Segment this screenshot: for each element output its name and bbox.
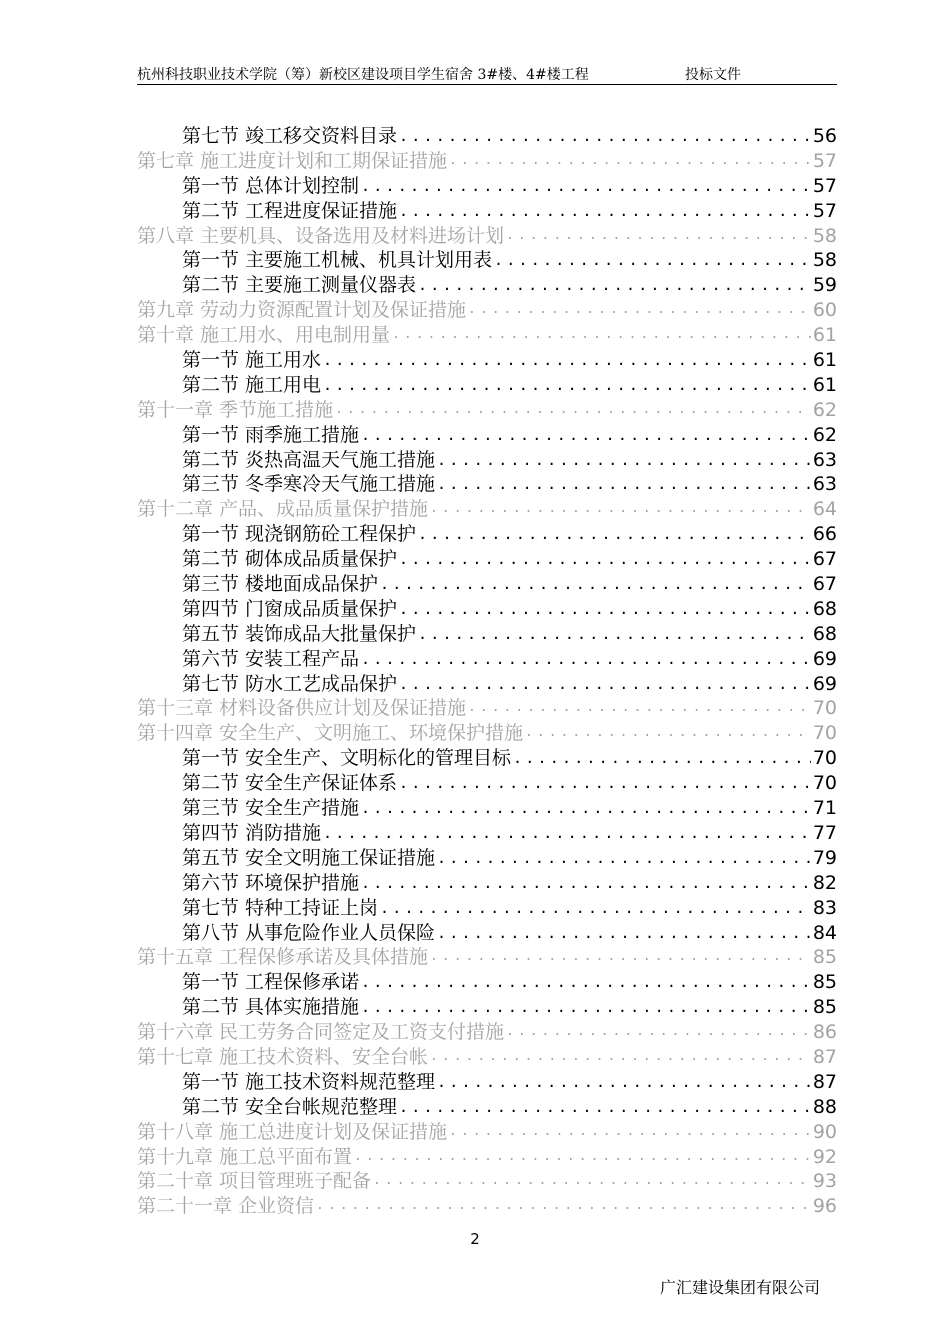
toc-entry-title: 第一节 施工用水 — [182, 349, 322, 372]
toc-dot-leader — [399, 597, 811, 622]
toc-section-entry[interactable] — [137, 199, 837, 224]
toc-entry-title: 第六节 环境保护措施 — [182, 871, 360, 894]
toc-section-entry[interactable] — [137, 448, 837, 473]
toc-entry-title: 第二节 施工用电 — [182, 373, 322, 396]
toc-chapter-entry[interactable] — [137, 398, 837, 423]
toc-dot-leader — [361, 423, 811, 448]
toc-entry-page: 59 — [812, 274, 837, 297]
toc-entry-page: 62 — [812, 398, 837, 421]
toc-entry-page: 82 — [812, 871, 837, 894]
toc-entry-title: 第二十一章 企业资信 — [137, 1195, 315, 1218]
toc-entry-page: 70 — [812, 697, 837, 720]
toc-dot-leader — [430, 945, 811, 970]
toc-entry-title: 第十一章 季节施工措施 — [137, 398, 334, 421]
toc-dot-leader — [361, 871, 811, 896]
toc-entry-title: 第九章 劳动力资源配置计划及保证措施 — [137, 299, 467, 322]
toc-chapter-entry[interactable] — [137, 696, 837, 721]
toc-entry-title: 第二节 安全生产保证体系 — [182, 772, 398, 795]
toc-chapter-entry[interactable] — [137, 1169, 837, 1194]
toc-entry-page: 63 — [812, 448, 837, 471]
toc-dot-leader — [449, 1120, 811, 1145]
toc-chapter-entry[interactable] — [137, 1045, 837, 1070]
toc-entry-title: 第十八章 施工总进度计划及保证措施 — [137, 1120, 448, 1143]
toc-dot-leader — [513, 746, 811, 771]
toc-entry-page: 61 — [812, 324, 837, 347]
toc-section-entry[interactable] — [137, 970, 837, 995]
toc-entry-page: 96 — [812, 1195, 837, 1218]
toc-entry-title: 第七节 特种工持证上岗 — [182, 896, 379, 919]
toc-entry-title: 第四节 门窗成品质量保护 — [182, 597, 398, 620]
toc-entry-page: 69 — [812, 647, 837, 670]
toc-entry-page: 87 — [812, 1045, 837, 1068]
toc-entry-page: 69 — [812, 672, 837, 695]
toc-entry-title: 第十章 施工用水、用电制用量 — [137, 324, 391, 347]
toc-section-entry[interactable] — [137, 124, 837, 149]
toc-dot-leader — [468, 696, 811, 721]
toc-dot-leader — [335, 398, 811, 423]
toc-dot-leader — [494, 248, 811, 273]
toc-dot-leader — [361, 995, 811, 1020]
toc-chapter-entry[interactable] — [137, 224, 837, 249]
toc-entry-title: 第一节 总体计划控制 — [182, 174, 360, 197]
toc-entry-page: 90 — [812, 1120, 837, 1143]
toc-section-entry[interactable] — [137, 622, 837, 647]
toc-entry-title: 第五节 装饰成品大批量保护 — [182, 622, 417, 645]
toc-entry-page: 63 — [812, 473, 837, 496]
toc-entry-page: 60 — [812, 299, 837, 322]
toc-entry-page: 71 — [812, 797, 837, 820]
toc-section-entry[interactable] — [137, 572, 837, 597]
toc-entry-title: 第一节 雨季施工措施 — [182, 423, 360, 446]
toc-entry-title: 第二节 炎热高温天气施工措施 — [182, 448, 436, 471]
toc-entry-title: 第二十章 项目管理班子配备 — [137, 1170, 372, 1193]
toc-dot-leader — [399, 124, 811, 149]
toc-dot-leader — [418, 622, 811, 647]
toc-dot-leader — [373, 1169, 811, 1194]
toc-entry-page: 57 — [812, 174, 837, 197]
toc-entry-title: 第一节 工程保修承诺 — [182, 971, 360, 994]
toc-entry-title: 第四节 消防措施 — [182, 821, 322, 844]
toc-entry-page: 85 — [812, 946, 837, 969]
toc-entry-page: 61 — [812, 349, 837, 372]
toc-entry-page: 68 — [812, 622, 837, 645]
toc-entry-page: 77 — [812, 821, 837, 844]
toc-chapter-entry[interactable] — [137, 323, 837, 348]
toc-entry-title: 第十五章 工程保修承诺及具体措施 — [137, 946, 429, 969]
toc-chapter-entry[interactable] — [137, 298, 837, 323]
toc-dot-leader — [361, 174, 811, 199]
toc-section-entry[interactable] — [137, 597, 837, 622]
toc-entry-page: 57 — [812, 199, 837, 222]
toc-entry-title: 第十四章 安全生产、文明施工、环境保护措施 — [137, 722, 524, 745]
toc-entry-page: 85 — [812, 996, 837, 1019]
toc-dot-leader — [437, 1070, 811, 1095]
toc-dot-leader — [361, 647, 811, 672]
toc-entry-page: 68 — [812, 597, 837, 620]
footer-company: 广汇建设集团有限公司 — [660, 1278, 821, 1297]
toc-entry-title: 第六节 安装工程产品 — [182, 647, 360, 670]
toc-entry-page: 93 — [812, 1170, 837, 1193]
toc-entry-title: 第一节 现浇钢筋砼工程保护 — [182, 523, 417, 546]
toc-entry-page: 70 — [812, 722, 837, 745]
toc-entry-page: 57 — [812, 149, 837, 172]
toc-dot-leader — [361, 796, 811, 821]
toc-dot-leader — [380, 572, 811, 597]
toc-entry-title: 第七节 竣工移交资料目录 — [182, 125, 398, 147]
toc-entry-page: 92 — [812, 1145, 837, 1168]
toc-dot-leader — [361, 970, 811, 995]
toc-section-entry[interactable] — [137, 647, 837, 672]
toc-dot-leader — [399, 1095, 811, 1120]
toc-section-entry[interactable] — [137, 771, 837, 796]
toc-dot-leader — [399, 547, 811, 572]
toc-section-entry[interactable] — [137, 248, 837, 273]
toc-entry-title: 第三节 冬季寒冷天气施工措施 — [182, 473, 436, 496]
toc-dot-leader — [399, 199, 811, 224]
toc-entry-page: 86 — [812, 1021, 837, 1044]
toc-dot-leader — [380, 896, 811, 921]
toc-entry-title: 第八节 从事危险作业人员保险 — [182, 921, 436, 944]
toc-section-entry[interactable] — [137, 423, 837, 448]
toc-section-entry[interactable] — [137, 348, 837, 373]
toc-entry-page: 56 — [812, 125, 837, 147]
toc-entry-title: 第二节 安全台帐规范整理 — [182, 1095, 398, 1118]
toc-entry-title: 第十七章 施工技术资料、安全台帐 — [137, 1045, 429, 1068]
toc-entry-title: 第七节 防水工艺成品保护 — [182, 672, 398, 695]
toc-section-entry[interactable] — [137, 472, 837, 497]
toc-section-entry[interactable] — [137, 796, 837, 821]
header-project-title: 杭州科技职业技术学院（筹）新校区建设项目学生宿舍 3#楼、4#楼工程 — [137, 67, 589, 83]
toc-entry-title: 第一节 施工技术资料规范整理 — [182, 1070, 436, 1093]
toc-dot-leader — [506, 224, 811, 249]
toc-entry-title: 第三节 安全生产措施 — [182, 797, 360, 820]
toc-entry-page: 58 — [812, 224, 837, 247]
toc-entry-title: 第七章 施工进度计划和工期保证措施 — [137, 149, 448, 172]
toc-entry-title: 第十六章 民工劳务合同签定及工资支付措施 — [137, 1021, 505, 1044]
toc-entry-page: 67 — [812, 548, 837, 571]
toc-entry-page: 83 — [812, 896, 837, 919]
toc-chapter-entry[interactable] — [137, 1120, 837, 1145]
toc-entry-title: 第十九章 施工总平面布置 — [137, 1145, 353, 1168]
toc-chapter-entry[interactable] — [137, 497, 837, 522]
page-header — [137, 62, 837, 85]
toc-chapter-entry[interactable] — [137, 149, 837, 174]
toc-entry-title: 第三节 楼地面成品保护 — [182, 573, 379, 596]
toc-dot-leader — [449, 149, 811, 174]
toc-section-entry[interactable] — [137, 746, 837, 771]
toc-dot-leader — [323, 348, 811, 373]
toc-entry-title: 第五节 安全文明施工保证措施 — [182, 846, 436, 869]
toc-section-entry[interactable] — [137, 547, 837, 572]
toc-entry-page: 67 — [812, 573, 837, 596]
toc-entry-page: 70 — [812, 747, 837, 770]
toc-dot-leader — [392, 323, 811, 348]
toc-entry-page: 70 — [812, 772, 837, 795]
toc-section-entry[interactable] — [137, 522, 837, 547]
toc-entry-page: 85 — [812, 971, 837, 994]
toc-section-entry[interactable] — [137, 921, 837, 946]
toc-chapter-entry[interactable] — [137, 945, 837, 970]
toc-section-entry[interactable] — [137, 672, 837, 697]
toc-section-entry[interactable] — [137, 871, 837, 896]
toc-dot-leader — [506, 1020, 811, 1045]
toc-entry-page: 61 — [812, 373, 837, 396]
toc-dot-leader — [437, 921, 811, 946]
toc-chapter-entry[interactable] — [137, 721, 837, 746]
toc-dot-leader — [323, 821, 811, 846]
toc-entry-title: 第二节 具体实施措施 — [182, 996, 360, 1019]
toc-section-entry[interactable] — [137, 174, 837, 199]
toc-entry-page: 62 — [812, 423, 837, 446]
header-doc-type: 投标文件 — [685, 67, 741, 83]
table-of-contents — [137, 124, 837, 1219]
toc-dot-leader — [430, 497, 811, 522]
toc-dot-leader — [399, 771, 811, 796]
toc-dot-leader — [418, 273, 811, 298]
toc-section-entry[interactable] — [137, 1070, 837, 1095]
toc-dot-leader — [437, 448, 811, 473]
toc-dot-leader — [437, 846, 811, 871]
toc-dot-leader — [316, 1194, 811, 1219]
toc-entry-title: 第十二章 产品、成品质量保护措施 — [137, 498, 429, 521]
toc-section-entry[interactable] — [137, 373, 837, 398]
toc-dot-leader — [468, 298, 811, 323]
toc-entry-page: 66 — [812, 523, 837, 546]
toc-entry-page: 84 — [812, 921, 837, 944]
toc-section-entry[interactable] — [137, 821, 837, 846]
toc-entry-title: 第十三章 材料设备供应计划及保证措施 — [137, 697, 467, 720]
toc-entry-title: 第二节 砌体成品质量保护 — [182, 548, 398, 571]
toc-dot-leader — [399, 672, 811, 697]
toc-dot-leader — [525, 721, 811, 746]
toc-dot-leader — [430, 1045, 811, 1070]
toc-entry-page: 79 — [812, 846, 837, 869]
toc-dot-leader — [437, 472, 811, 497]
toc-section-entry[interactable] — [137, 896, 837, 921]
toc-entry-page: 88 — [812, 1095, 837, 1118]
toc-entry-page: 64 — [812, 498, 837, 521]
toc-dot-leader — [418, 522, 811, 547]
toc-entry-title: 第一节 主要施工机械、机具计划用表 — [182, 249, 493, 272]
toc-chapter-entry[interactable] — [137, 1145, 837, 1170]
toc-entry-title: 第二节 工程进度保证措施 — [182, 199, 398, 222]
toc-entry-title: 第八章 主要机具、设备选用及材料进场计划 — [137, 224, 505, 247]
toc-entry-title: 第二节 主要施工测量仪器表 — [182, 274, 417, 297]
toc-entry-title: 第一节 安全生产、文明标化的管理目标 — [182, 747, 512, 770]
toc-dot-leader — [323, 373, 811, 398]
toc-section-entry[interactable] — [137, 273, 837, 298]
toc-section-entry[interactable] — [137, 846, 837, 871]
toc-chapter-entry[interactable] — [137, 1020, 837, 1045]
toc-section-entry[interactable] — [137, 1095, 837, 1120]
toc-entry-page: 58 — [812, 249, 837, 272]
toc-dot-leader — [354, 1145, 811, 1170]
toc-entry-page: 87 — [812, 1070, 837, 1093]
toc-section-entry[interactable] — [137, 995, 837, 1020]
toc-chapter-entry[interactable] — [137, 1194, 837, 1219]
page-number: 2 — [470, 1230, 480, 1248]
